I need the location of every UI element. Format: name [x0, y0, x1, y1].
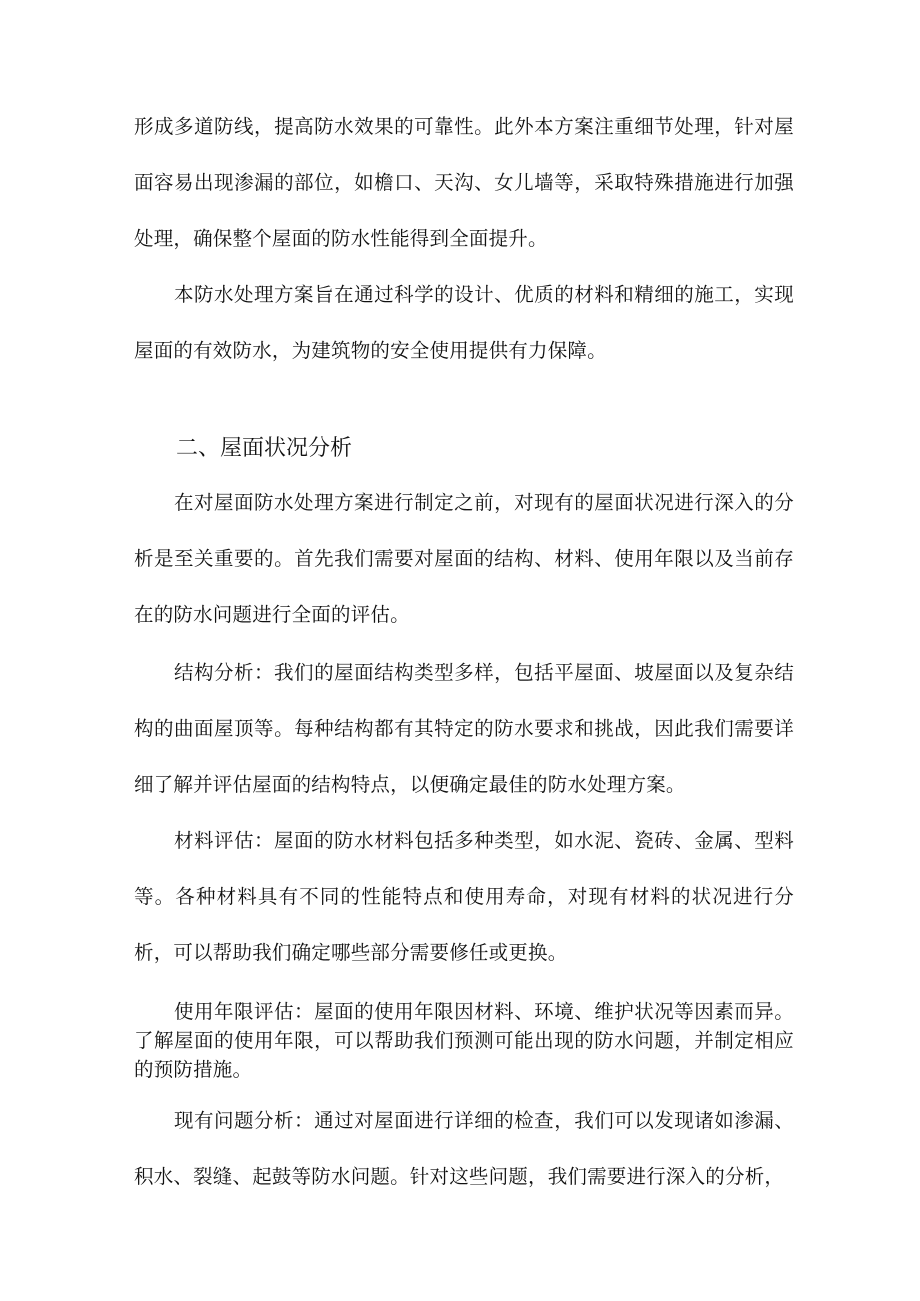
paragraph-plan-purpose: 本防水处理方案旨在通过科学的设计、优质的材料和精细的施工，实现屋面的有效防水，为建筑物的安全使用提供有力保障。 — [134, 283, 794, 362]
section-heading-roof-analysis: 二、屋面状况分析 — [176, 436, 353, 461]
paragraph-service-life-evaluation: 使用年限评估：屋面的使用年限因材料、环境、维护状况等因素而异。了解屋面的使用年限，可以帮助我们预测可能出现的防水问题，并制定相应的预防措施。 — [134, 1000, 794, 1081]
paragraph-material-evaluation: 材料评估：屋面的防水材料包括多种类型，如水泥、瓷砖、金属、型料等。各种材料具有不同的性能特点和使用寿命，对现有材料的状况进行分析，可以帮助我们确定哪些部分需要修任或更换。 — [134, 829, 794, 964]
paragraph-existing-problems: 现有问题分析：通过对屋面进行详细的检查，我们可以发现诸如渗漏、积水、裂缝、起鼓等防水问题。针对这些问题，我们需要进行深入的分析， — [134, 1109, 794, 1188]
paragraph-roof-analysis-intro: 在对屋面防水处理方案进行制定之前，对现有的屋面状况进行深入的分析是至关重要的。首先我们需要对屋面的结构、材料、使用年限以及当前存在的防水问题进行全面的评估。 — [134, 491, 794, 626]
paragraph-waterproof-lines: 形成多道防线，提高防水效果的可靠性。此外本方案注重细节处理，针对屋面容易出现渗漏的部位，如檐口、天沟、女儿墙等，采取特殊措施进行加强处理，确保整个屋面的防水性能得到全面提升。 — [134, 115, 794, 250]
paragraph-structure-analysis: 结构分析：我们的屋面结构类型多样，包括平屋面、坡屋面以及复杂结构的曲面屋顶等。每种结构都有其特定的防水要求和挑战，因此我们需要详细了解并评估屋面的结构特点，以便确定最佳的防水处理方案。 — [134, 661, 794, 796]
